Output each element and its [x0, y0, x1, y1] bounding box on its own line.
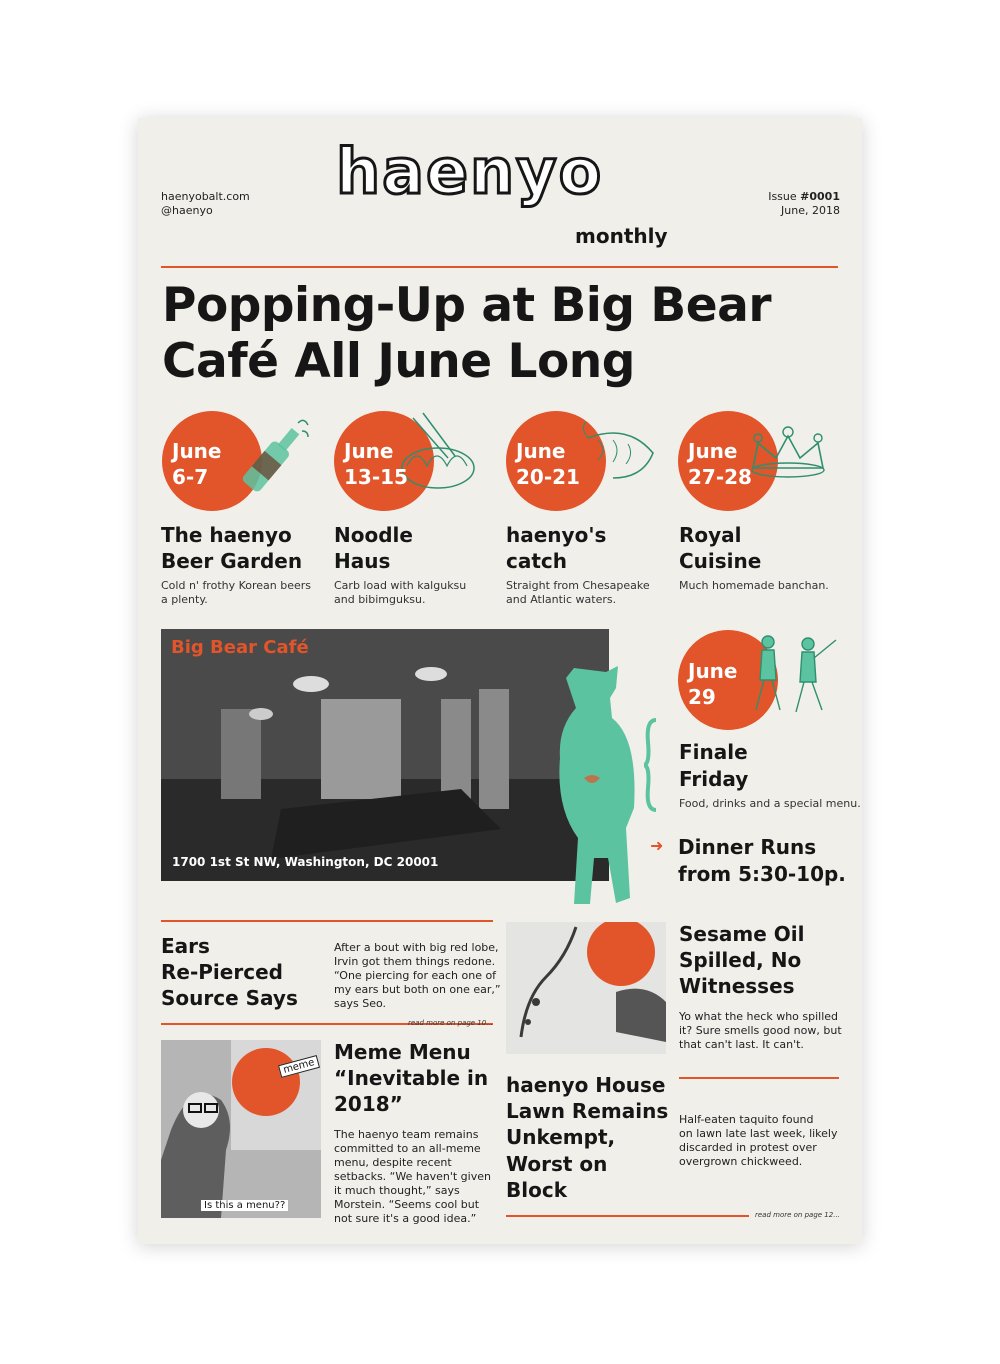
ears-body-line: “One piercing for each one of	[334, 969, 497, 982]
meme-body-line: setbacks. “We haven't given	[334, 1170, 491, 1183]
cafe-photo	[161, 629, 609, 881]
meme-title-line3: 2018”	[334, 1092, 403, 1116]
event-date-line2: 27-28	[688, 465, 752, 489]
event-desc-line2: and Atlantic waters.	[506, 593, 617, 606]
lawn-title-line: haenyo House	[506, 1073, 666, 1097]
beer-bottle-icon	[228, 413, 318, 503]
event-title-line1: The haenyo	[161, 523, 292, 547]
lawn-body-line: overgrown chickweed.	[679, 1155, 803, 1168]
dancers-icon	[746, 630, 846, 720]
event-date-line1: June	[172, 439, 222, 463]
meme-body-line: it much thought,” says	[334, 1184, 460, 1197]
spill-illustration	[506, 922, 666, 1054]
lawn-title-line: Worst on	[506, 1152, 608, 1176]
event-desc-line2: and bibimguksu.	[334, 593, 426, 606]
event-desc-line1: Cold n' frothy Korean beers	[161, 579, 312, 592]
sesame-title-line1: Sesame Oil	[679, 922, 805, 946]
lawn-title-line: Unkempt,	[506, 1125, 616, 1149]
finale-title-line2: Friday	[679, 767, 749, 791]
meme-image	[161, 1040, 321, 1218]
ears-read-more[interactable]: read more on page 10...	[408, 1019, 493, 1027]
sesame-body-line: it? Sure smells good now, but	[679, 1024, 842, 1037]
ears-body-line: Irvin got them things redone.	[334, 955, 496, 968]
sesame-oil-image	[506, 922, 666, 1054]
finale-date-line2: 29	[688, 685, 716, 709]
logo-subtitle: monthly	[575, 224, 668, 248]
meme-title-line2: “Inevitable in	[334, 1066, 489, 1090]
ears-title-line2: Re-Pierced	[161, 960, 283, 984]
sesame-title-line2: Spilled, No	[679, 948, 802, 972]
issue-line	[768, 190, 840, 204]
crown-icon	[738, 418, 838, 488]
ears-body-line: says Seo.	[334, 997, 386, 1010]
event-desc-line2: a plenty.	[161, 593, 208, 606]
event-date-line2: 20-21	[516, 465, 580, 489]
event-title-line1: haenyo's	[506, 523, 607, 547]
meme-title-line1: Meme Menu	[334, 1040, 471, 1064]
sesame-body-line: Yo what the heck who spilled	[679, 1010, 839, 1023]
event-desc-line1: Carb load with kalguksu	[334, 579, 467, 592]
photo-title: Big Bear Café	[171, 637, 309, 658]
website-text: haenyobalt.com	[161, 190, 250, 203]
meme-body-line: committed to an all-meme	[334, 1142, 481, 1155]
ears-title-line1: Ears	[161, 934, 210, 958]
event-date-line1: June	[688, 439, 738, 463]
meme-body-line: Morstein. “Seems cool but	[334, 1198, 480, 1211]
section-divider	[161, 920, 493, 922]
event-title-line2: catch	[506, 549, 568, 573]
handle-text: @haenyo	[161, 204, 213, 217]
event-date-line2: 13-15	[344, 465, 408, 489]
meme-body-line: The haenyo team remains	[334, 1128, 479, 1141]
event-title-line2: Beer Garden	[161, 549, 303, 573]
meme-body-line: not sure it's a good idea.”	[334, 1212, 477, 1225]
finale-date-line1: June	[688, 659, 738, 683]
meme-body-line: menu, despite recent	[334, 1156, 452, 1169]
section-divider	[506, 1215, 749, 1217]
event-title-line1: Noodle	[334, 523, 413, 547]
section-divider	[679, 1077, 839, 1079]
meme-tag: meme	[278, 1055, 320, 1078]
issue-number: #0001	[800, 190, 840, 203]
lawn-body-line: on lawn late last week, likely	[679, 1127, 838, 1140]
event-desc-line1: Straight from Chesapeake	[506, 579, 650, 592]
shrimp-icon	[578, 418, 663, 488]
finale-title-line1: Finale	[679, 740, 748, 764]
finale-desc: Food, drinks and a special menu.	[679, 797, 861, 810]
event-title-line2: Haus	[334, 549, 391, 573]
brace-icon	[644, 718, 658, 812]
cafe-address: 1700 1st St NW, Washington, DC 20001	[172, 855, 439, 869]
ears-title-line3: Source Says	[161, 986, 298, 1010]
dinner-line1: Dinner Runs	[678, 835, 817, 859]
haenyo-logo: haenyo	[336, 135, 604, 208]
lawn-body-line: Half-eaten taquito found	[679, 1113, 814, 1126]
meme-caption: Is this a menu??	[201, 1200, 288, 1211]
masthead-divider	[161, 266, 838, 268]
issue-date: June, 2018	[781, 204, 840, 217]
event-title-line1: Royal	[679, 523, 742, 547]
lawn-title-line: Block	[506, 1178, 567, 1202]
newsletter-page	[138, 118, 862, 1244]
arrow-icon: ➜	[650, 836, 664, 855]
sesame-title-line3: Witnesses	[679, 974, 795, 998]
cafe-interior-image	[161, 629, 609, 881]
event-date-line1: June	[516, 439, 566, 463]
event-title-line2: Cuisine	[679, 549, 762, 573]
sesame-body-line: that can't last. It can't.	[679, 1038, 804, 1051]
ears-body-line: my ears but both on one ear,”	[334, 983, 501, 996]
lawn-body-line: discarded in protest over	[679, 1141, 817, 1154]
event-date-line2: 6-7	[172, 465, 209, 489]
event-date-line1: June	[344, 439, 394, 463]
dinner-line2: from 5:30-10p.	[678, 862, 846, 886]
bear-icon	[546, 658, 656, 910]
ears-body-line: After a bout with big red lobe,	[334, 941, 499, 954]
event-desc-line1: Much homemade banchan.	[679, 579, 829, 592]
page-headline: Popping-Up at Big Bear Café All June Long	[162, 278, 771, 389]
lawn-read-more[interactable]: read more on page 12...	[755, 1211, 840, 1219]
issue-label: Issue	[768, 190, 801, 203]
lawn-title-line: Lawn Remains	[506, 1099, 669, 1123]
